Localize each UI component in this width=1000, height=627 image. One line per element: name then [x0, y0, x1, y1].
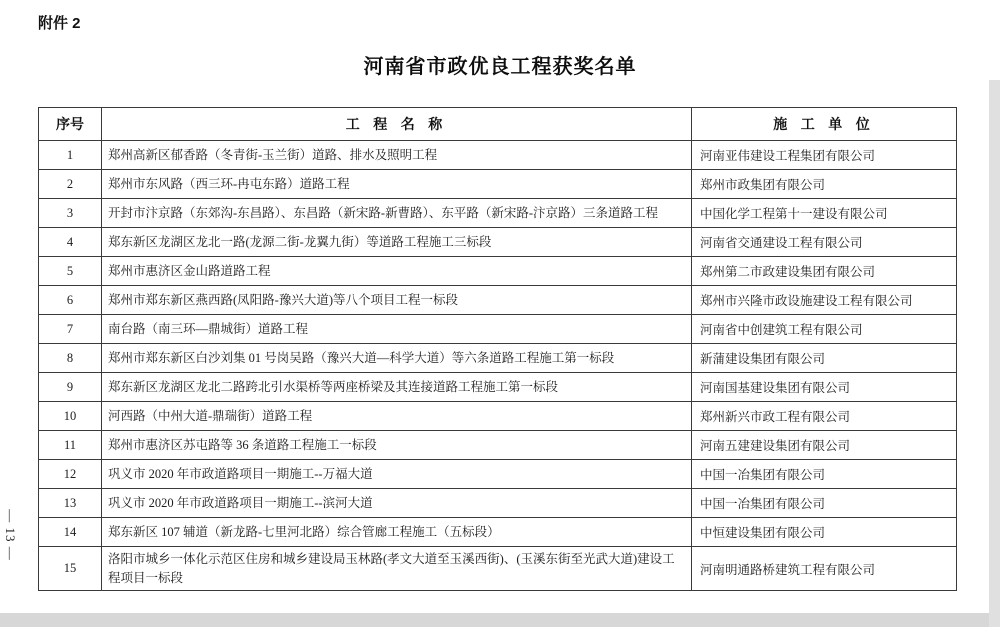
table-row — [39, 489, 957, 518]
table-row — [39, 402, 957, 431]
column-header-unit: 施 工 单 位 — [692, 108, 957, 141]
row-number: 15 — [39, 547, 102, 591]
construction-unit-cell: 河南明通路桥建筑工程有限公司 — [692, 547, 957, 591]
project-name-cell: 洛阳市城乡一体化示范区住房和城乡建设局玉林路(孝文大道至玉溪西街)、(玉溪东街至光武大道)建设工程项目一标段 — [102, 547, 692, 591]
scan-edge-bottom — [0, 613, 1000, 627]
row-number: 9 — [39, 373, 102, 402]
table-row — [39, 228, 957, 257]
project-name-cell: 郑州市惠济区金山路道路工程 — [102, 257, 692, 286]
row-number: 6 — [39, 286, 102, 315]
construction-unit-cell: 河南亚伟建设工程集团有限公司 — [692, 141, 957, 170]
table-row — [39, 518, 957, 547]
row-number: 2 — [39, 170, 102, 199]
project-name-cell: 郑州高新区郁香路（冬青街-玉兰街）道路、排水及照明工程 — [102, 141, 692, 170]
construction-unit-cell: 河南省交通建设工程有限公司 — [692, 228, 957, 257]
table-row — [39, 460, 957, 489]
project-name-cell: 开封市汴京路（东郊沟-东昌路）、东昌路（新宋路-新曹路）、东平路（新宋路-汴京路）三条道路工程 — [102, 199, 692, 228]
project-name-cell: 郑东新区龙湖区龙北一路(龙源二街-龙翼九街）等道路工程施工三标段 — [102, 228, 692, 257]
row-number: 10 — [39, 402, 102, 431]
construction-unit-cell: 郑州市政集团有限公司 — [692, 170, 957, 199]
award-table — [38, 107, 957, 591]
table-row — [39, 199, 957, 228]
row-number: 4 — [39, 228, 102, 257]
table-row — [39, 344, 957, 373]
row-number: 14 — [39, 518, 102, 547]
project-name-cell: 郑州市郑东新区燕西路(凤阳路-豫兴大道)等八个项目工程一标段 — [102, 286, 692, 315]
project-name-cell: 郑州市郑东新区白沙刘集 01 号岗吴路（豫兴大道—科学大道）等六条道路工程施工第一标段 — [102, 344, 692, 373]
construction-unit-cell: 郑州新兴市政工程有限公司 — [692, 402, 957, 431]
project-name-cell: 河西路（中州大道-鼎瑞街）道路工程 — [102, 402, 692, 431]
construction-unit-cell: 河南国基建设集团有限公司 — [692, 373, 957, 402]
construction-unit-cell: 中恒建设集团有限公司 — [692, 518, 957, 547]
attachment-label: 附件 2 — [38, 15, 81, 32]
row-number: 5 — [39, 257, 102, 286]
page-title: 河南省市政优良工程获奖名单 — [363, 56, 637, 78]
construction-unit-cell: 中国一冶集团有限公司 — [692, 489, 957, 518]
construction-unit-cell: 中国化学工程第十一建设有限公司 — [692, 199, 957, 228]
row-number: 7 — [39, 315, 102, 344]
table-row — [39, 315, 957, 344]
row-number: 8 — [39, 344, 102, 373]
column-header-project: 工 程 名 称 — [102, 108, 692, 141]
page-number: — 13 — — [3, 509, 18, 561]
project-name-cell: 郑东新区龙湖区龙北二路跨北引水渠桥等两座桥梁及其连接道路工程施工第一标段 — [102, 373, 692, 402]
table-header-row — [39, 108, 957, 141]
construction-unit-cell: 河南五建建设集团有限公司 — [692, 431, 957, 460]
table-row — [39, 373, 957, 402]
project-name-cell: 郑州市东风路（西三环-冉屯东路）道路工程 — [102, 170, 692, 199]
row-number: 3 — [39, 199, 102, 228]
table-row — [39, 170, 957, 199]
project-name-cell: 巩义市 2020 年市政道路项目一期施工--万福大道 — [102, 460, 692, 489]
row-number: 11 — [39, 431, 102, 460]
construction-unit-cell: 河南省中创建筑工程有限公司 — [692, 315, 957, 344]
table-row — [39, 547, 957, 591]
row-number: 1 — [39, 141, 102, 170]
construction-unit-cell: 郑州市兴隆市政设施建设工程有限公司 — [692, 286, 957, 315]
project-name-cell: 郑东新区 107 辅道（新龙路-七里河北路）综合管廊工程施工（五标段） — [102, 518, 692, 547]
row-number: 13 — [39, 489, 102, 518]
construction-unit-cell: 新蒲建设集团有限公司 — [692, 344, 957, 373]
construction-unit-cell: 郑州第二市政建设集团有限公司 — [692, 257, 957, 286]
table-row — [39, 431, 957, 460]
project-name-cell: 南台路（南三环—鼎城街）道路工程 — [102, 315, 692, 344]
row-number: 12 — [39, 460, 102, 489]
table-body — [39, 141, 957, 591]
table-row — [39, 286, 957, 315]
table-row — [39, 257, 957, 286]
project-name-cell: 郑州市惠济区苏屯路等 36 条道路工程施工一标段 — [102, 431, 692, 460]
table-row — [39, 141, 957, 170]
construction-unit-cell: 中国一冶集团有限公司 — [692, 460, 957, 489]
project-name-cell: 巩义市 2020 年市政道路项目一期施工--滨河大道 — [102, 489, 692, 518]
scan-edge-right — [989, 80, 1000, 627]
column-header-no: 序号 — [39, 108, 102, 141]
